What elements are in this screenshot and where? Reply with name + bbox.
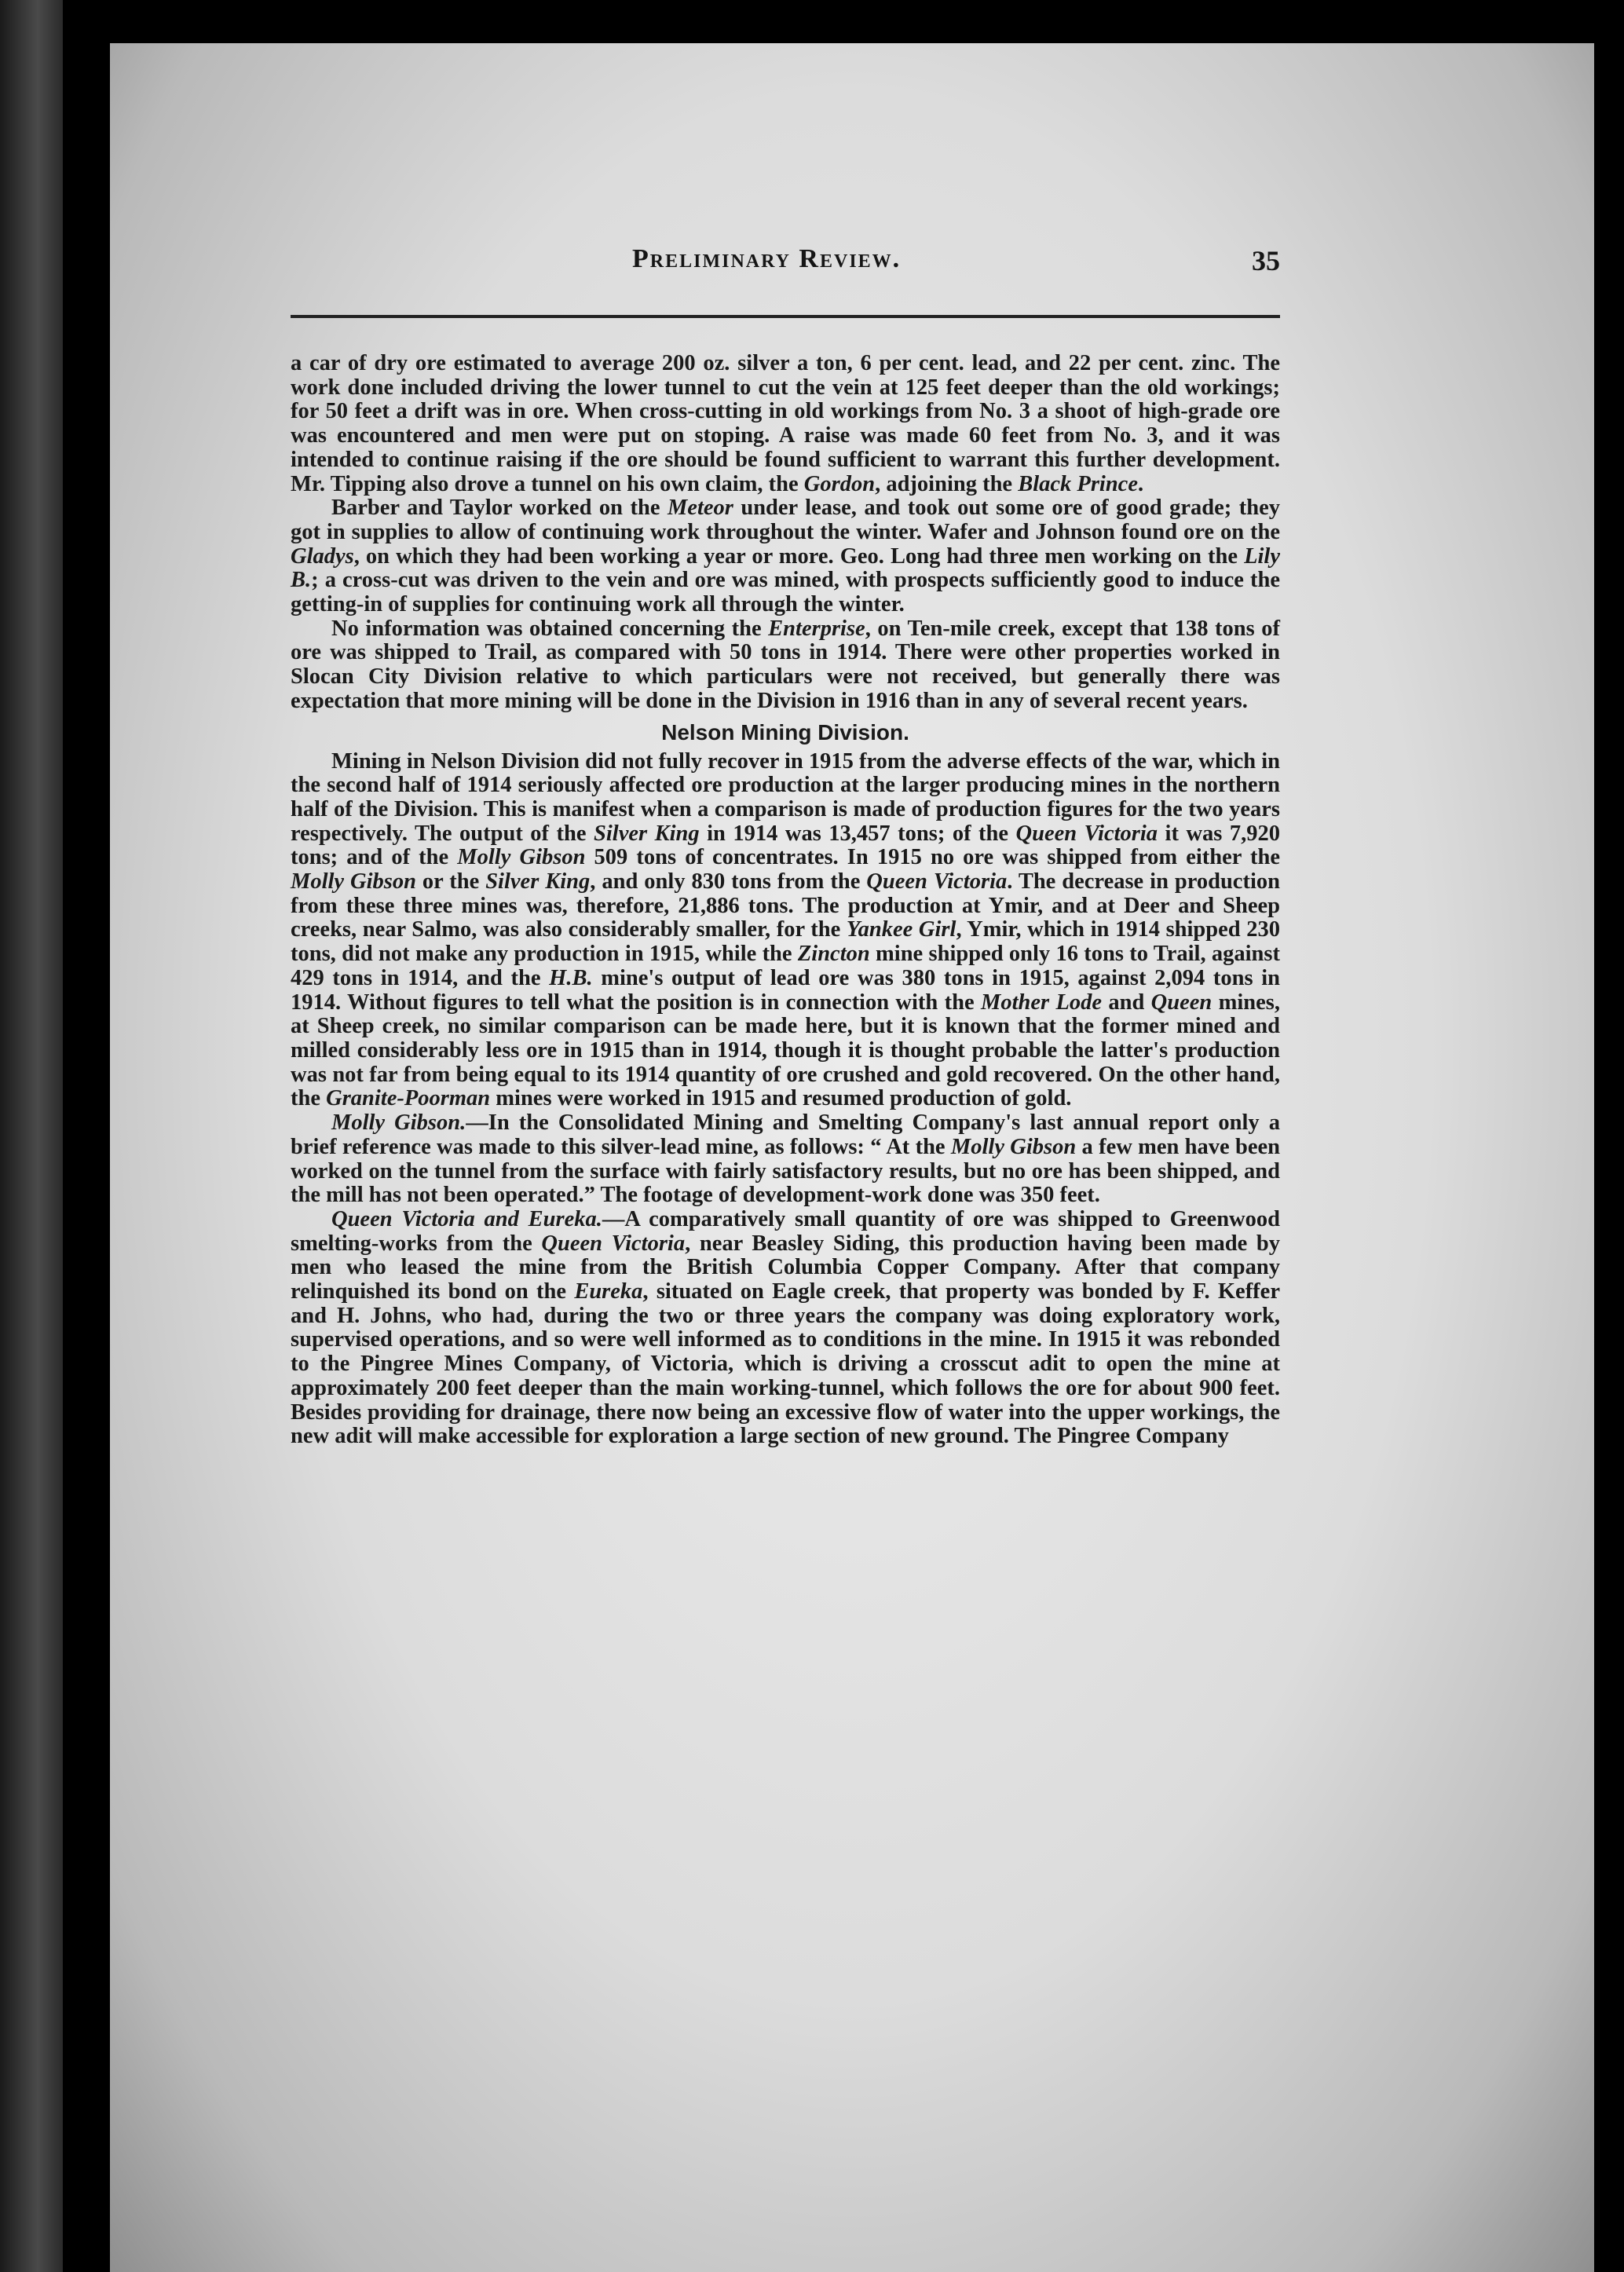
body-text (291, 352, 1280, 1449)
running-head: Preliminary Review. (632, 244, 902, 273)
paragraph: Barber and Taylor worked on the Meteor under lease, and took out some ore of good grade; they got in supplies to allow of continuing work throughout the winter. Wafer and Johnson found ore on the Gladys, on which they had been working a year or more. Geo. Long had three men working on the Lily B.; a cross-cut was driven to the vein and ore was mined, with prospects sufficiently good to induce the getting-in of supplies for continuing work all through the winter. (291, 496, 1281, 617)
header-rule (291, 315, 1280, 318)
adjacent-page-edge (0, 0, 63, 2272)
page-header (291, 244, 1280, 323)
page-number: 35 (1252, 245, 1280, 276)
paragraph: Queen Victoria and Eureka.—A comparatively small quantity of ore was shipped to Greenwood smelting-works from the Queen Victoria, near Beasley Siding, this production having been made by men who leased the mine from the British Columbia Copper Company. After that company relinquished its bond on the Eureka, situated on Eagle creek, that property was bonded by F. Keffer and H. Johns, who had, during the two or three years the company was doing exploratory work, supervised operations, and so were well informed as to conditions in the mine. In 1915 it was rebonded to the Pingree Mines Company, of Victoria, which is driving a crosscut adit to open the mine at approximately 200 feet deeper than the main working-tunnel, which follows the ore for about 900 feet. Besides providing for drainage, there now being an excessive flow of water into the upper workings, the new adit will make accessible for exploration a large section of new ground. The Pingree Company (291, 1206, 1280, 1449)
section-heading: Nelson Mining Division. (661, 719, 909, 745)
paragraph: Mining in Nelson Division did not fully recover in 1915 from the adverse effects of the war, which in the second half of 1914 seriously affected ore production at the larger producing mines in the northern half of the Division. This is manifest when a comparison is made of production figures for the two years respectively. The output of the Silver King in 1914 was 13,457 tons; of the Queen Victoria it was 7,920 tons; and of the Molly Gibson 509 tons of concentrates. In 1915 no ore was shipped from either the Molly Gibson or the Silver King, and only 830 tons from the Queen Victoria. The decrease in production from these three mines was, therefore, 21,886 tons. The production at Ymir, and at Deer and Sheep creeks, near Salmo, was also considerably smaller, for the Yankee Girl, Ymir, which in 1914 shipped 230 tons, did not make any production in 1915, while the Zincton mine shipped only 16 tons to Trail, against 429 tons in 1914, and the H.B. mine's output of lead ore was 380 tons in 1915, against 2,094 tons in 1914. Without figures to tell what the position is in connection with the Mother Lode and Queen mines, at Sheep creek, no similar comparison can be made here, but it is known that the former mined and milled considerably less ore in 1915 than in 1914, though it is thought probable the latter's production was not far from being equal to its 1914 quantity of ore crushed and gold recovered. On the other hand, the Granite-Poorman mines were worked in 1915 and resumed production of gold. (291, 748, 1281, 1111)
paragraph: Molly Gibson.—In the Consolidated Mining and Smelting Company's last annual report only a brief reference was made to this silver-lead mine, as follows: “ At the Molly Gibson a few men have been worked on the tunnel from the surface with fairly satisfactory results, but no ore has been shipped, and the mill has not been operated.” The footage of development-work done was 350 feet. (291, 1110, 1281, 1208)
paragraph: No information was obtained concerning the Enterprise, on Ten-mile creek, except that 138 tons of ore was shipped to Trail, as compared with 50 tons in 1914. There were other properties worked in Slocan City Division relative to which particulars were not received, but generally there was expectation that more mining will be done in the Division in 1916 than in any of several recent years. (291, 616, 1280, 713)
paragraph: a car of dry ore estimated to average 200 oz. silver a ton, 6 per cent. lead, and 22 per cent. zinc. The work done included driving the lower tunnel to cut the vein at 125 feet deeper than the old workings; for 50 feet a drift was in ore. When cross-cutting in old workings from No. 3 a shoot of high-grade ore was encountered and men were put on stoping. A raise was made 60 feet from No. 3, and it was intended to continue raising if the ore should be found sufficient to warrant this further development. Mr. Tipping also drove a tunnel on his own claim, the Gordon, adjoining the Black Prince. (291, 351, 1280, 496)
